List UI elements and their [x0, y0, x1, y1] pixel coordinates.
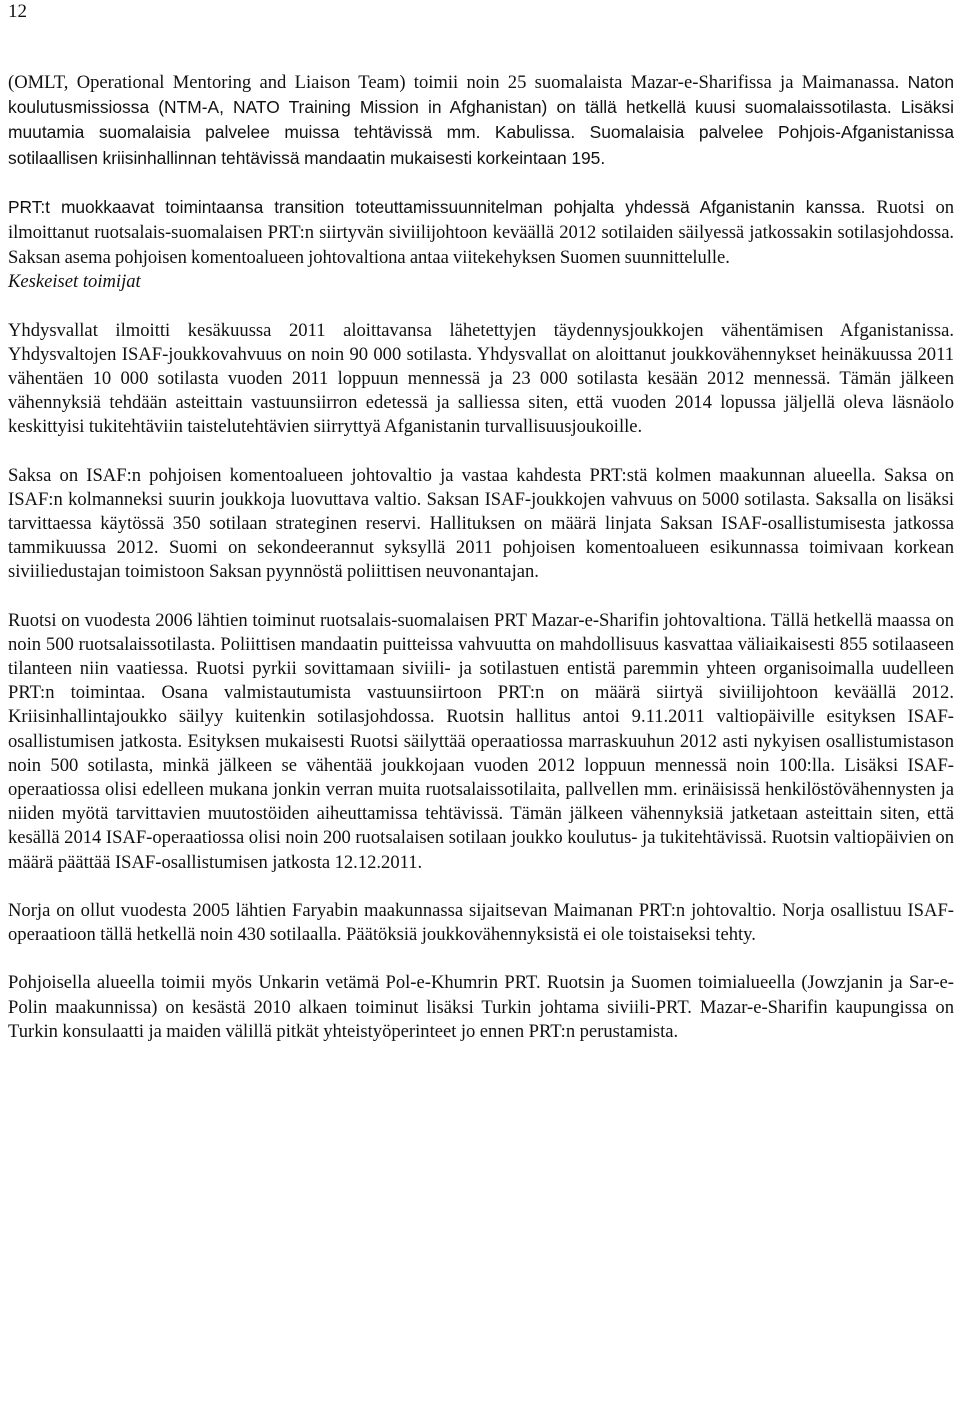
paragraph-prt-sans: PRT:t muokkaavat toimintaansa transition toteuttamissuunnitelman pohjalta yhdessä Afganistanin kanssa. — [8, 196, 877, 217]
section-heading-keskeiset-toimijat: Keskeiset toimijat — [8, 271, 141, 293]
paragraph-saksa: Saksa on ISAF:n pohjoisen komentoalueen johtovaltio ja vastaa kahdesta PRT:stä kolmen maakunnan alueella. Saksa on ISAF:n kolmanneksi suurin joukkoja luovuttava valtio. Saksan ISAF-joukkojen vahvuus on 5000 sotilasta. Saksalla on lisäksi tarvittaessa käytössä 350 sotilaan strateginen reservi. Hallituksen on määrä linjata Saksan ISAF-osallistumisesta jatkossa tammikuussa 2012. Suomi on sekondeerannut syksyllä 2011 pohjoisen komentoalueen esikunnassa toimivaan korkean siviiliedustajan toimistoon Saksan pyynnöstä poliittisen neuvonantajan. — [8, 464, 954, 583]
paragraph-prt — [8, 195, 954, 271]
paragraph-yhdysvallat: Yhdysvallat ilmoitti kesäkuussa 2011 aloittavansa lähetettyjen täydennysjoukkojen vähentämisen Afganistanissa. Yhdysvaltojen ISAF-joukkovahvuus on noin 90 000 sotilasta. Yhdysvallat on aloittanut joukkovähennykset heinäkuussa 2011 vähentäen 10 000 sotilasta vuoden 2011 loppuun mennessä ja 23 000 sotilasta kesään 2012 mennessä. Tämän jälkeen vähennyksiä tehdään asteittain vastuunsiirron edetessä ja salliessa siten, että vuoden 2014 lopussa jäljellä oleva läsnäolo keskittyisi tukitehtäviin taistelutehtävien siirryttyä Afganistanin turvallisuusjoukoille. — [8, 319, 954, 438]
paragraph-omlt — [8, 70, 954, 171]
paragraph-omlt-serif: (OMLT, Operational Mentoring and Liaison Team) toimii noin 25 suomalaista Mazar-e-Sharifissa ja Maimanassa. — [8, 72, 908, 93]
paragraph-pohjoinen-alue: Pohjoisella alueella toimii myös Unkarin vetämä Pol-e-Khumrin PRT. Ruotsin ja Suomen toimialueella (Jowzjanin ja Sar-e-Polin maakunnissa) on kesästä 2010 alkaen toiminut lisäksi Turkin johtama siviili-PRT. Mazar-e-Sharifin kaupungissa on Turkin konsulaatti ja maiden välillä pitkät yhteistyöperinteet jo ennen PRT:n perustamista. — [8, 972, 954, 1042]
page-number: 12 — [8, 1, 27, 22]
paragraph-omlt-sans: Naton koulutusmissiossa (NTM-A, NATO Training Mission in Afghanistan) on tällä hetkellä kuusi suomalaissotilasta. Lisäksi muutamia suomalaisia palvelee muissa tehtävissä mm. Kabulissa. Suomalaisia palvelee Pohjois-Afganistanissa sotilaallisen kriisinhallinnan tehtävissä mandaatin mukaisesti korkeintaan 195. — [8, 72, 954, 168]
paragraph-ruotsi: Ruotsi on vuodesta 2006 lähtien toiminut ruotsalais-suomalaisen PRT Mazar-e-Sharifin johtovaltiona. Tällä hetkellä maassa on noin 500 ruotsalaissotilasta. Poliittisen mandaatin puitteissa vahvuutta on mahdollisuus kasvattaa väliaikaisesti 855 sotilaaseen tilanteen niin vaatiessa. Ruotsi pyrkii sovittamaan siviili- ja sotilastuen entistä paremmin yhteen organisoimalla uudelleen PRT:n toimintaa. Osana valmistautumista vastuunsiirtoon PRT:n on määrä siirtyä siviilijohtoon keväällä 2012. Kriisinhallintajoukko säilyy kuitenkin sotilasjohdossa. Ruotsin hallitus antoi 9.11.2011 valtiopäiville esityksen ISAF-osallistumisen jatkosta. Esityksen mukaisesti Ruotsi säilyttää operaatiossa marraskuuhun 2012 asti nykyisen osallistumistason noin 500 sotilasta, minkä jälkeen se vähentää joukkojaan vuoden 2012 loppuun mennessä noin 100:lla. Lisäksi ISAF-operaatiossa olisi edelleen mukana jonkin verran muita ruotsalaissotilaita, pallvellen mm. erinäisissä henkilöstövähennysten ja niiden myötä tarvittavien muutostöiden aiheuttamissa tehtävissä. Tämän jälkeen vähennyksiä jatketaan asteittain siten, että kesällä 2014 ISAF-operaatiossa olisi noin 200 ruotsalaisen sotilaan joukko koulutus- ja tukitehtävissä. Ruotsin valtiopäivien on määrä päättää ISAF-osallistumisen jatkosta 12.12.2011. — [8, 609, 954, 873]
paragraph-prt-serif: Ruotsi on ilmoittanut ruotsalais-suomalaisen PRT:n siirtyvän siviilijohtoon keväällä 2012 sotilaiden säilyessä jatkossakin sotilasjohdossa. Saksan asema pohjoisen komentoalueen johtovaltiona antaa viitekehyksen Suomen suunnittelulle. — [8, 196, 954, 269]
document-body — [8, 70, 954, 1044]
paragraph-norja: Norja on ollut vuodesta 2005 lähtien Faryabin maakunnassa sijaitsevan Maimanan PRT:n johtovaltio. Norja osallistuu ISAF-operaatioon tällä hetkellä noin 430 sotilaalla. Päätöksiä joukkovähennyksistä ei ole toistaiseksi tehty. — [8, 899, 954, 946]
